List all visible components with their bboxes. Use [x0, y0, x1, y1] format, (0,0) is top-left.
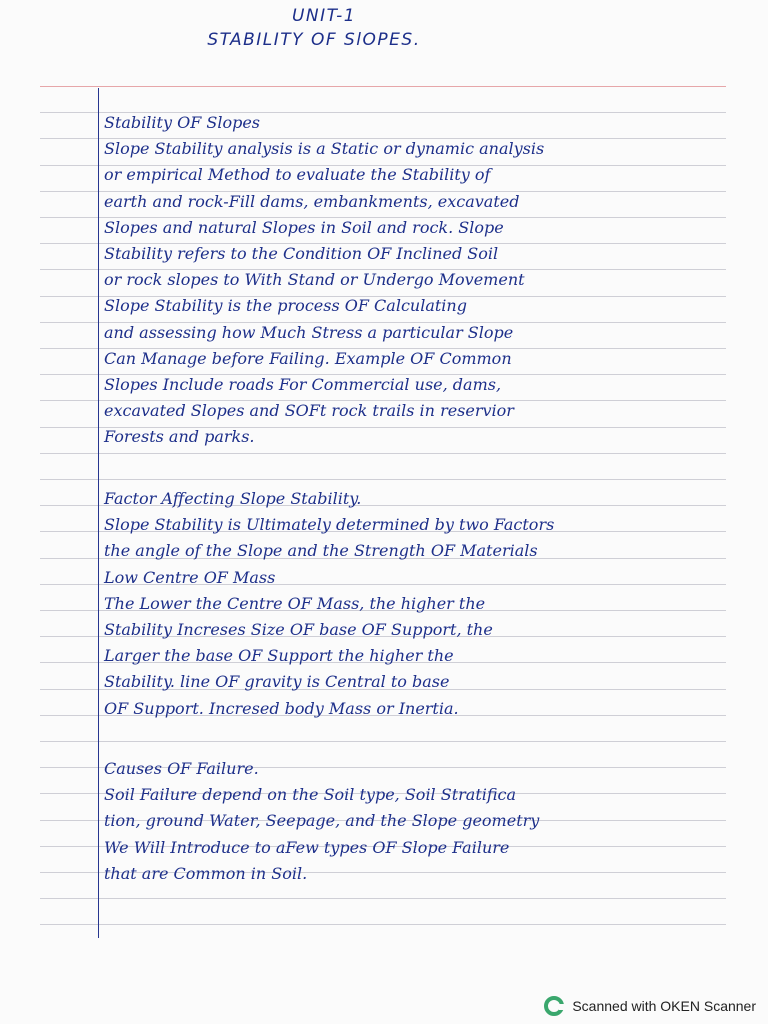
ruled-line — [40, 741, 726, 742]
unit-heading: UNIT-1 — [291, 6, 357, 26]
text-line: and assessing how Much Stress a particular Slope — [104, 322, 514, 342]
text-line: excavated Slopes and SOFt rock trails in reservior — [104, 401, 514, 421]
ruled-line — [40, 924, 726, 925]
ruled-line — [40, 86, 726, 87]
ruled-line — [40, 479, 726, 480]
section-stability-of-slopes — [104, 110, 724, 450]
text-line: We Will Introduce to aFew types OF Slope Failure — [104, 837, 510, 857]
text-line: Slope Stability analysis is a Static or dynamic analysis — [104, 139, 545, 159]
section-heading: Causes OF Failure. — [104, 759, 259, 778]
text-line: Slopes and natural Slopes in Soil and rock. Slope — [104, 217, 504, 237]
ruled-line — [40, 898, 726, 899]
margin-line — [98, 88, 99, 938]
text-line: Low Centre OF Mass — [104, 567, 276, 587]
text-line: OF Support. Incresed body Mass or Inertia. — [104, 698, 459, 718]
text-line: Forests and parks. — [104, 427, 255, 447]
page-title: STABILITY OF SlOPES. — [207, 30, 421, 50]
text-line: Stability Increses Size OF base OF Support, the — [104, 619, 493, 639]
section-factor-affecting — [104, 486, 724, 722]
text-line: Soil Failure depend on the Soil type, Soil Stratifica — [104, 785, 517, 805]
section-causes-of-failure — [104, 756, 724, 887]
text-line: or rock slopes to With Stand or Undergo Movement — [104, 270, 525, 290]
text-line: Can Manage before Failing. Example OF Common — [104, 348, 512, 368]
text-line: Larger the base OF Support the higher the — [104, 646, 454, 666]
section-heading: Factor Affecting Slope Stability. — [104, 489, 362, 508]
text-line: earth and rock-Fill dams, embankments, excavated — [104, 191, 520, 211]
text-line: Slope Stability is Ultimately determined by two Factors — [104, 515, 555, 535]
text-line: tion, ground Water, Seepage, and the Slope geometry — [104, 811, 540, 831]
section-heading: Stability OF Slopes — [104, 113, 261, 132]
text-line: Slope Stability is the process OF Calculating — [104, 296, 467, 316]
text-line: The Lower the Centre OF Mass, the higher the — [104, 593, 486, 613]
text-line: Stability. line OF gravity is Central to base — [104, 672, 450, 692]
text-line: Stability refers to the Condition OF Inclined Soil — [104, 243, 499, 263]
oken-scanner-logo-icon — [544, 996, 564, 1016]
scanner-text: Scanned with OKEN Scanner — [572, 998, 756, 1014]
ruled-line — [40, 453, 726, 454]
text-line: the angle of the Slope and the Strength OF Materials — [104, 541, 538, 561]
text-line: Slopes Include roads For Commercial use, dams, — [104, 374, 502, 394]
text-line: that are Common in Soil. — [104, 863, 308, 883]
scanner-watermark — [544, 996, 756, 1016]
text-line: or empirical Method to evaluate the Stability of — [104, 165, 491, 185]
